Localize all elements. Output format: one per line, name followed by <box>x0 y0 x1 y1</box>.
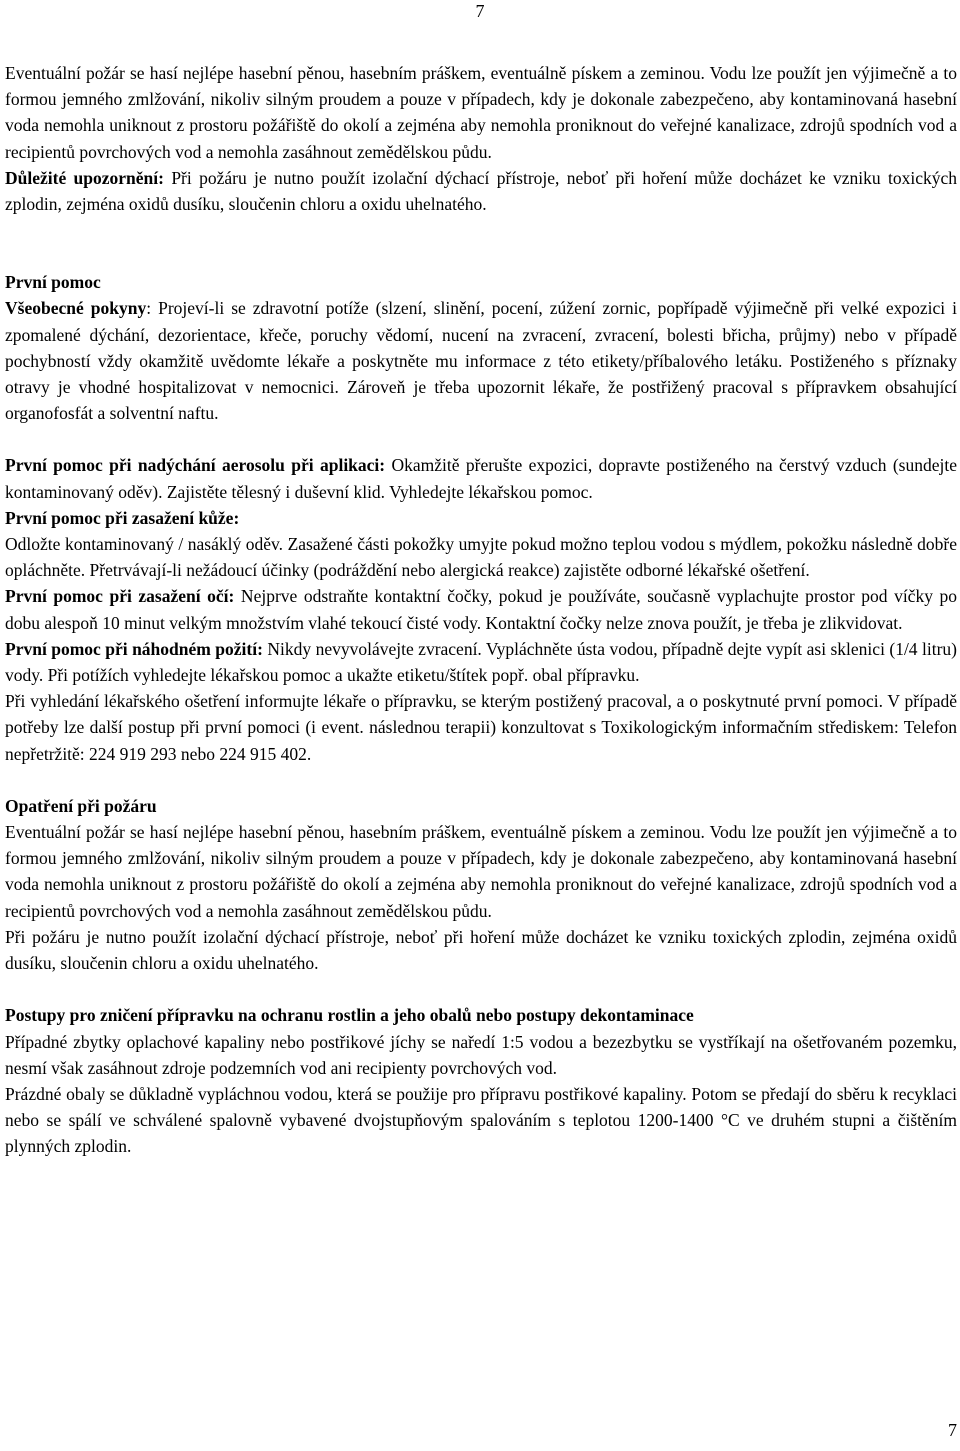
warning-label: Důležité upozornění: <box>5 167 164 188</box>
fire-measures-heading: Opatření při požáru <box>5 795 157 816</box>
warning-text: Při požáru je nutno použít izolační dýchací přístroje, neboť při hoření může docházet ke vzniku toxických zplodin, zejména oxidů dusíku, sloučenin chloru a oxidu uhelnatého. <box>5 167 957 215</box>
document-body <box>5 60 957 1160</box>
disposal-paragraph-2: Prázdné obaly se důkladně vypláchnou vodou, která se použije pro přípravu postřikové kapaliny. Potom se předají do sběru k recyklaci nebo se spálí ve schválené spalovně vybavené dvojstupňovým spalováním s teplotou 1200-1400 °C ve druhém stupni a čištěním plynných zplodin. <box>5 1083 957 1157</box>
ingestion-label: První pomoc při náhodném požití: <box>5 638 263 659</box>
page-number-bottom: 7 <box>948 1420 957 1440</box>
disposal-heading: Postupy pro zničení přípravku na ochranu rostlin a jeho obalů nebo postupy dekontaminace <box>5 1005 694 1026</box>
fire-measures-paragraph-2: Při požáru je nutno použít izolační dýchací přístroje, neboť při hoření může docházet ke vzniku toxických zplodin, zejména oxidů dusíku, sloučenin chloru a oxidu uhelnatého. <box>5 926 957 974</box>
first-aid-ingestion-paragraph: První pomoc při náhodném požití: Nikdy nevyvolávejte zvracení. Vypláchněte ústa vodou, případně dejte vypít asi sklenici (1/4 litru) vody. Při potížích vyhledejte lékařskou pomoc a ukažte etiketu/štítek popř. obal přípravku. <box>5 638 957 686</box>
first-aid-skin-heading: První pomoc při zasažení kůže: <box>5 507 240 528</box>
general-label: Všeobecné pokyny <box>5 298 147 319</box>
fire-intro-paragraph: Eventuální požár se hasí nejlépe hasební pěnou, hasebním práškem, eventuálně pískem a zeminou. Vodu lze použít jen výjimečně a to formou jemného zmlžování, nikoliv silným proudem a pouze v případech, kdy je dokonale zabezpečeno, aby kontaminovaná hasební voda nemohla uniknout z prostoru požářiště do okolí a zejména aby nemohla proniknout do veřejné kanalizace, zdrojů spodních vod a recipientů povrchových vod a nemohla zasáhnout zemědělskou půdu. <box>5 63 957 162</box>
eyes-label: První pomoc při zasažení očí: <box>5 586 235 607</box>
first-aid-medical-paragraph: Při vyhledání lékařského ošetření informujte lékaře o přípravku, se kterým postižený pracoval, a o poskytnuté první pomoci. V případě potřeby lze další postup při první pomoci (i event. následnou terapii) konzultovat s Toxikologickým informačním střediskem: Telefon nepřetržitě: 224 919 293 nebo 224 915 402. <box>5 691 957 764</box>
first-aid-eyes-paragraph: První pomoc při zasažení očí: Nejprve odstraňte kontaktní čočky, pokud je používáte, současně vyplachujte prostor pod víčky po dobu alespoň 10 minut velkým množstvím vlahé tekoucí čisté vody. Kontaktní čočky nelze znova použít, je třeba je zlikvidovat. <box>5 586 958 633</box>
first-aid-heading: První pomoc <box>5 272 101 293</box>
fire-measures-paragraph-1: Eventuální požár se hasí nejlépe hasební pěnou, hasebním práškem, eventuálně pískem a zeminou. Vodu lze použít jen výjimečně a to formou jemného zmlžování, nikoliv silným proudem a pouze v případech, kdy je dokonale zabezpečeno, aby kontaminovaná hasební voda nemohla uniknout z prostoru požářiště do okolí a zejména aby nemohla proniknout do veřejné kanalizace, zdrojů spodních vod a recipientů povrchových vod a nemohla zasáhnout zemědělskou půdu. <box>5 822 957 921</box>
first-aid-inhalation-paragraph: První pomoc při nadýchání aerosolu při aplikaci: Okamžitě přerušte expozici, dopravte postiženého na čerstvý vzduch (sundejte kontaminovaný oděv). Zajistěte tělesný i duševní klid. Vyhledejte lékařskou pomoc. <box>5 455 957 502</box>
first-aid-skin-paragraph: Odložte kontaminovaný / nasáklý oděv. Zasažené části pokožky umyjte pokud možno teplou vodou s mýdlem, pokožku následně dobře opláchněte. Přetrvávají-li nežádoucí účinky (podráždění nebo alergická reakce) zajistěte odborné lékařské ošetření. <box>5 534 957 581</box>
inhalation-label: První pomoc při nadýchání aerosolu při aplikaci: <box>5 455 386 476</box>
page-number-top: 7 <box>475 1 485 21</box>
first-aid-general-paragraph: Všeobecné pokyny: Projeví-li se zdravotní potíže (slzení, slinění, pocení, zúžení zornic, popřípadě výjimečně při velké expozici i zpomalené dýchání, dezorientace, křeče, poruchy vědomí, nucení na zvracení, zvracení, bolesti břicha, průjmy) nebo v případě pochybností vždy okamžitě uvědomte lékaře a poskytněte mu informace z této etikety/příbalového letáku. Postiženého s příznaky otravy je vhodné hospitalizovat v nemocnici. Zároveň je třeba upozornit lékaře, že postřižený pracoval s přípravkem obsahující organofosfát a solventní naftu. <box>5 298 957 424</box>
fire-warning-paragraph <box>5 165 957 217</box>
disposal-paragraph-1: Případné zbytky oplachové kapaliny nebo postřikové jíchy se naředí 1:5 vodou a bezezbytku se vystříkají na ošetřovaném pozemku, nesmí však zasáhnout zdroje podzemních vod ani recipienty povrchových vod. <box>5 1031 957 1078</box>
